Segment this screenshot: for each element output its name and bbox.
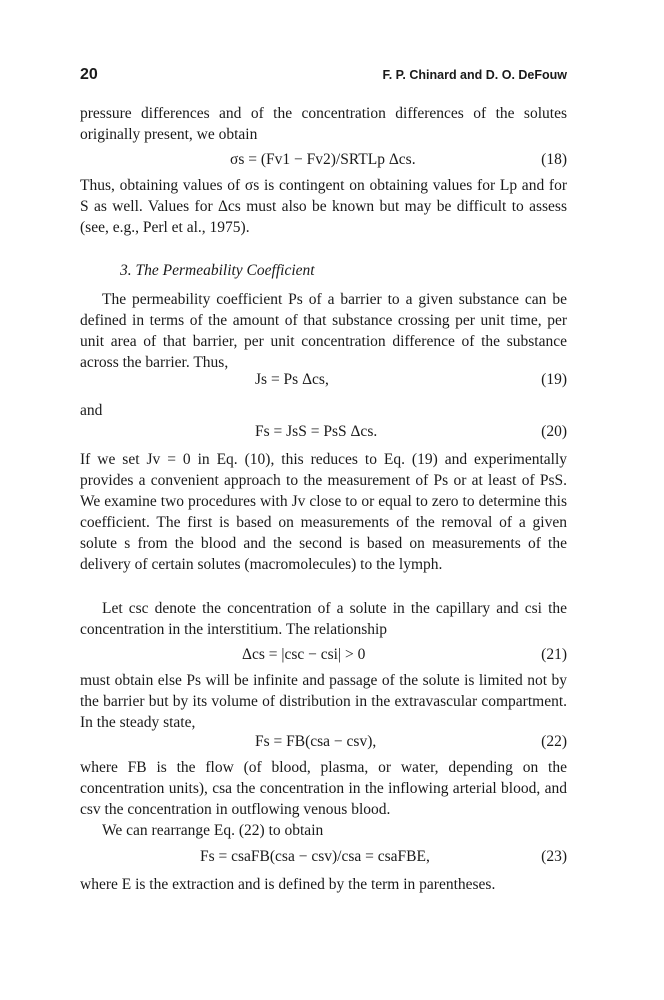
running-head: F. P. Chinard and D. O. DeFouw [382,68,567,82]
equation-22 [80,730,567,754]
paragraph-rearrange: We can rearrange Eq. (22) to obtain [102,822,324,839]
paragraph-let: Let csc denote the concentration of a solute in the capillary and csi the concentration in the interstitium. The relationship [80,600,567,638]
paragraph-extraction: where E is the extraction and is defined by the term in parentheses. [80,876,496,893]
equation-23-number: (23) [541,848,567,865]
paragraph-thus: Thus, obtaining values of σs is contingent on obtaining values for Lp and for S as well. Values for Δcs must also be known but may be difficult to assess (see, e.g., Perl et al., 1975). [80,177,567,236]
equation-19 [80,368,567,392]
equation-19-expression: Js = Ps Δcs, [255,371,329,388]
equation-20-expression: Fs = JsS = PsS Δcs. [255,423,378,440]
page-number: 20 [80,66,98,83]
equation-21-number: (21) [541,646,567,663]
page-header [80,66,567,88]
paragraph-if-we-set: If we set Jv = 0 in Eq. (10), this reduces to Eq. (19) and experimentally provides a convenient approach to the measurement of Ps or at least of PsS. We examine two procedures with Jv close to or equal to zero to determine this coefficient. The first is based on measurements of the removal of a given solute s from the blood and the second is based on measurements of the delivery of certain solutes (macromolecules) to the lymph. [80,451,567,573]
equation-23 [80,845,567,869]
equation-22-number: (22) [541,733,567,750]
paragraph-must-obtain: must obtain else Ps will be infinite and passage of the solute is limited not by the barrier but by its volume of distribution in the extravascular compartment. In the steady state, [80,672,567,731]
book-page [80,0,567,1000]
equation-21-expression: Δcs = |csc − csi| > 0 [242,646,366,663]
equation-18-number: (18) [541,151,567,168]
equation-18 [80,148,567,172]
paragraph-permeability: The permeability coefficient Ps of a barrier to a given substance can be defined in terms of the amount of that substance crossing per unit time, per unit area of that barrier, per unit concentration difference of the substance across the barrier. Thus, [80,291,567,371]
equation-18-expression: σs = (Fv1 − Fv2)/SRTLp Δcs. [230,151,416,168]
equation-21 [80,643,567,667]
equation-22-expression: Fs = FB(csa − csv), [255,733,377,750]
paragraph-where: where FB is the flow (of blood, plasma, or water, depending on the concentration units), csa the concentration in the inflowing arterial blood, and csv the concentration in outflowing venous blood. [80,759,567,818]
equation-19-number: (19) [541,371,567,388]
section-heading: 3. The Permeability Coefficient [120,262,315,279]
connective-and: and [80,402,103,419]
equation-20 [80,420,567,444]
equation-20-number: (20) [541,423,567,440]
equation-23-expression: Fs = csaFB(csa − csv)/csa = csaFBE, [200,848,430,865]
paragraph-intro: pressure differences and of the concentration differences of the solutes originally present, we obtain [80,105,567,143]
